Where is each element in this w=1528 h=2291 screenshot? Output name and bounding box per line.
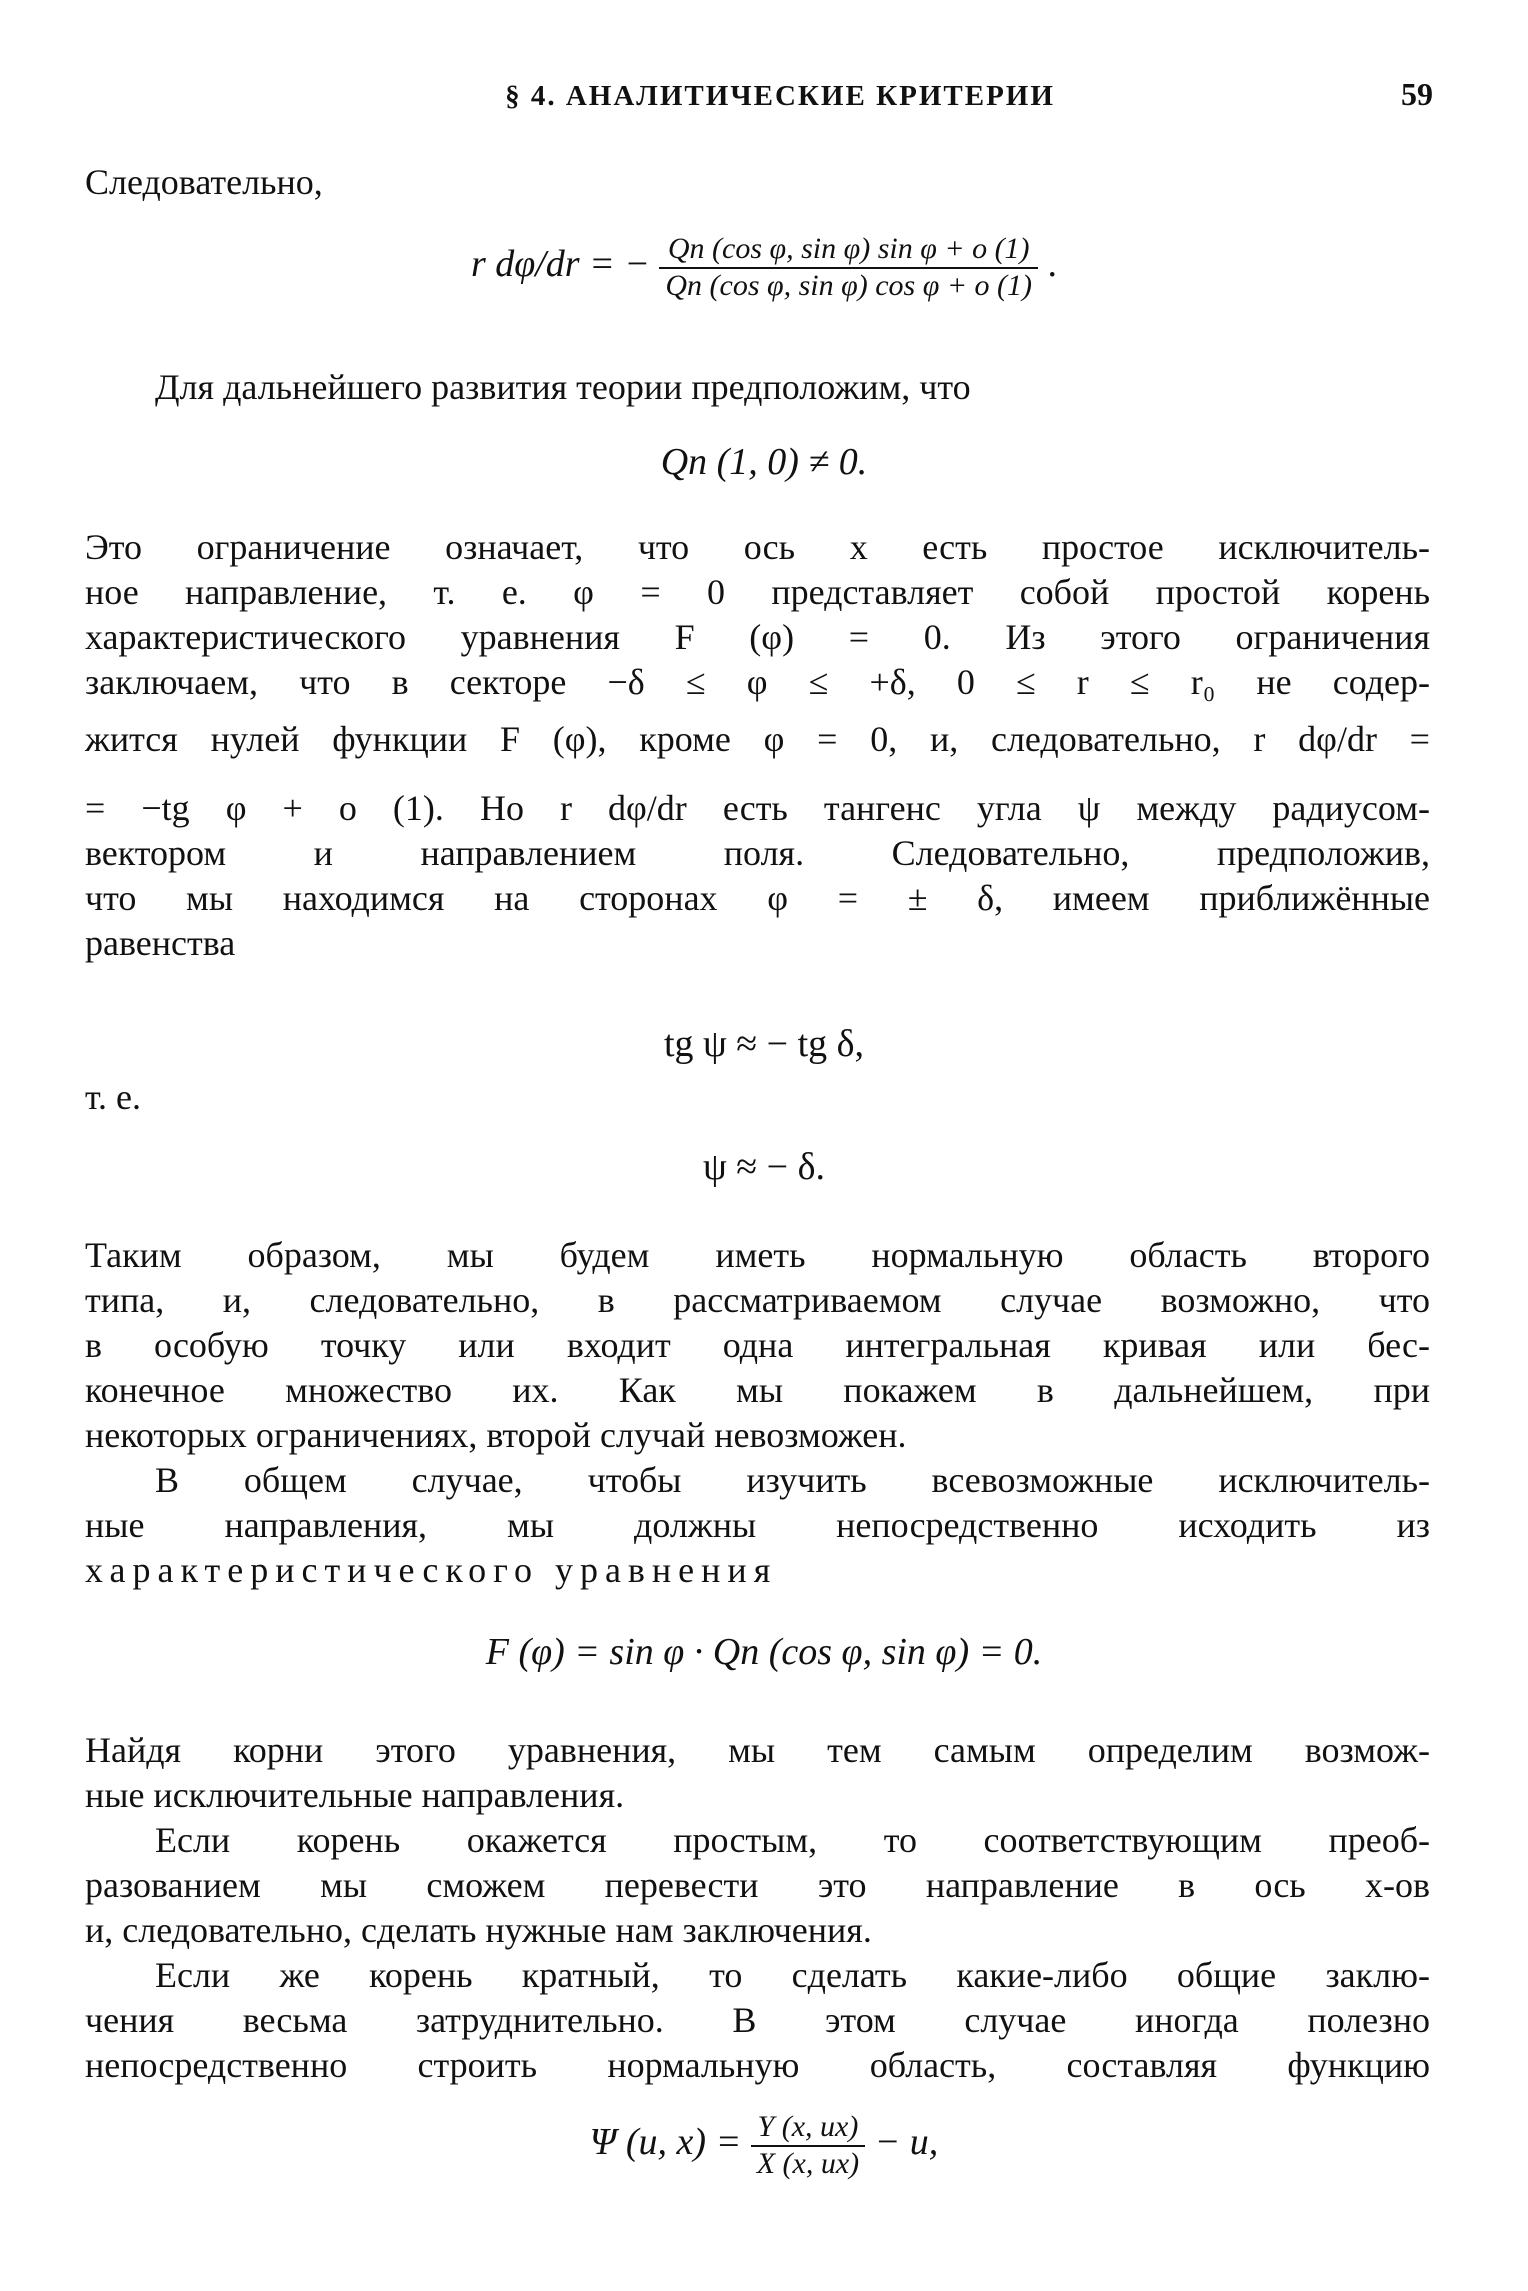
equation-1: r dφ/dr = − $\frac{\text{Qn (cos φ, sin φ) sin φ + o (1)}}{\text{Qn (cos φ, sin φ) cos φ + o (1)}}$ . <box>470 232 1058 302</box>
paragraph-9: Если же корень кратный, то сделать какие-либо общие заклю- чения весьма затруднительно. В этом случае иногда полезно непосредственно строить нормальную область, составляя функцию <box>85 1955 1430 2085</box>
paragraph-3: Это ограничение означает, что ось x есть простое исключитель- ное направление, т. е. φ = 0 представляет собой простой корень характеристического уравнения F (φ) = 0. Из этого ограничения заключаем, что в секторе −δ ≤ φ ≤ +δ, 0 ≤ r ≤ r₀ не содер- жится нулей функции F (φ), кроме φ = 0, и, следовательно, r dφ/dr = = −tg φ + o (1). Но r dφ/dr есть тангенс угла ψ между радиусом- вектором и направлением поля. Следовательно, предположив, что мы находимся на сторонах φ = ± δ, имеем приближённые равенства <box>85 527 1430 963</box>
equation-5: F (φ) = sin φ · Qn (cos φ, sin φ) = 0. <box>485 1631 1043 1673</box>
paragraph-8: Если корень окажется простым, то соответствующим преоб- разованием мы сможем перевести это направление в ось x-ов и, следовательно, сделать нужные нам заключения. <box>85 1820 1430 1950</box>
paragraph-2: Для дальнейшего развития теории предположим, что <box>155 367 971 407</box>
paragraph-1: Следовательно, <box>85 162 323 202</box>
equation-1-lhs: r dφ/dr = − <box>470 243 650 286</box>
equation-4: ψ ≈ − δ. <box>703 1146 825 1188</box>
paragraph-7: Найдя корни этого уравнения, мы тем самым определим возмож- ные исключительные направления. <box>85 1730 1430 1815</box>
equation-6-fraction: $\frac{Y (x, ux)}{X (x, ux)}$ <box>751 2110 865 2181</box>
paragraph-5: Таким образом, мы будем иметь нормальную область второго типа, и, следовательно, в рассматриваемом случае возможно, что в особую точку или входит одна интегральная кривая или бес- конечное множество их. Как мы покажем в дальнейшем, при некоторых ограничениях, второй случай невозможен. <box>85 1235 1430 1455</box>
paragraph-6: В общем случае, чтобы изучить всевозможные исключитель- ные направления, мы должны непосредственно исходить из характеристического уравнения <box>85 1460 1430 1590</box>
running-header: § 4. АНАЛИТИЧЕСКИЕ КРИТЕРИИ <box>505 80 1055 112</box>
equation-1-fraction: $\frac{\text{Qn (cos φ, sin φ) sin φ + o (1)}}{\text{Qn (cos φ, sin φ) cos φ + o (1)}}$ <box>659 232 1038 303</box>
equation-3: tg ψ ≈ − tg δ, <box>663 1023 865 1065</box>
page-number: 59 <box>1401 76 1433 112</box>
paragraph-4: т. е. <box>85 1077 142 1117</box>
equation-2: Qn (1, 0) ≠ 0. <box>660 441 868 483</box>
equation-6: Ψ (u, x) = $\frac{Y (x, ux)}{X (x, ux)}$ − u, <box>589 2110 939 2180</box>
